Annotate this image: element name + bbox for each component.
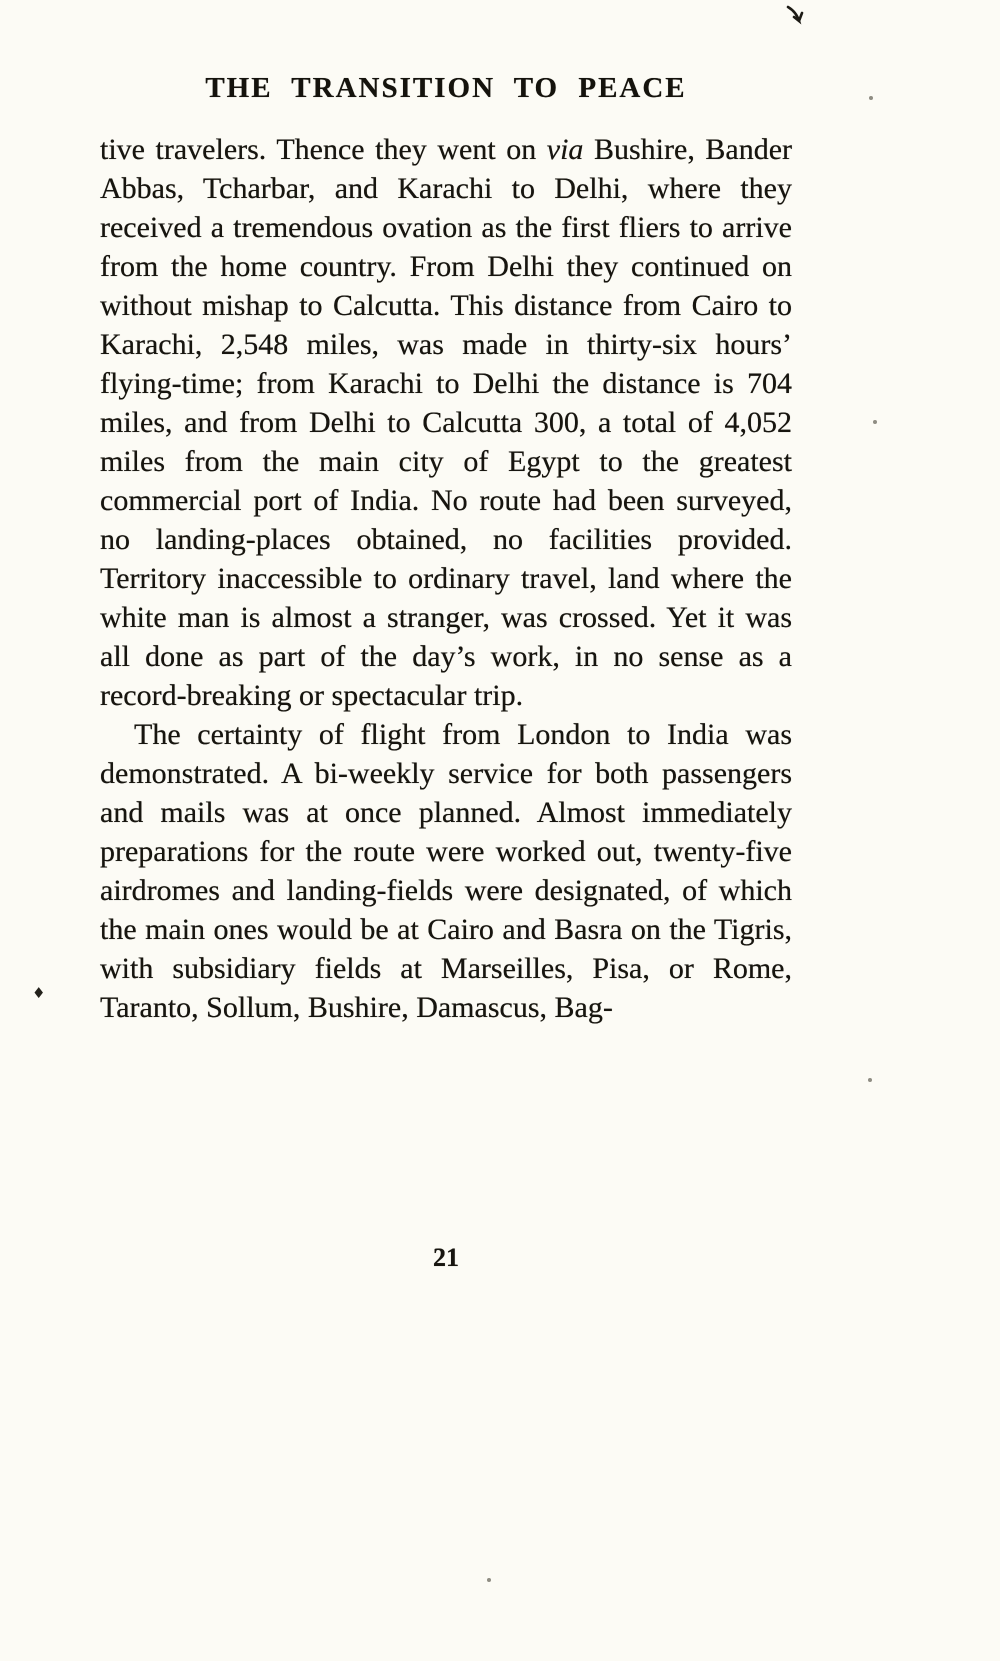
ink-mark-margin-icon: ♦ bbox=[32, 984, 46, 1002]
ink-speck bbox=[869, 96, 873, 100]
paragraph bbox=[100, 130, 792, 715]
ink-speck bbox=[873, 420, 877, 424]
ink-speck bbox=[868, 1078, 872, 1082]
page-number: 21 bbox=[433, 1243, 459, 1272]
ink-mark-icon bbox=[785, 5, 807, 27]
italic-word: via bbox=[546, 133, 584, 166]
paragraph-text: The certainty of flight from London to India was demonstrated. A bi-weekly service for both passengers and mails was at once planned. Almost immediately preparations for the route were worked out, twenty-five airdromes and landing-fields were designated, of which the main ones would be at Cairo and Basra on the Tigris, with subsidiary fields at Marseilles, Pisa, or Rome, Taranto, Sollum, Bushire, Damascus, Bag- bbox=[100, 718, 792, 1024]
paragraph-text: tive travelers. Thence they went on bbox=[100, 133, 547, 166]
ink-speck bbox=[487, 1578, 491, 1582]
paragraph bbox=[100, 715, 792, 1027]
page-title: THE TRANSITION TO PEACE bbox=[205, 72, 687, 104]
paragraph-text: Bushire, Bander Abbas, Tcharbar, and Karachi to Delhi, where they received a tremendous ovation as the first fliers to arrive from the home country. From Delhi they continued on without mishap to Calcutta. This distance from Cairo to Karachi, 2,548 miles, was made in thirty-six hours’ flying-time; from Karachi to Delhi the distance is 704 miles, and from Delhi to Calcutta 300, a total of 4,052 miles from the main city of Egypt to the greatest commercial port of India. No route had been surveyed, no landing-places obtained, no facilities provided. Territory inaccessible to ordinary travel, land where the white man is almost a stranger, was crossed. Yet it was all done as part of the day’s work, in no sense as a record-breaking or spectacular trip. bbox=[100, 133, 792, 712]
page-body bbox=[100, 130, 792, 1027]
